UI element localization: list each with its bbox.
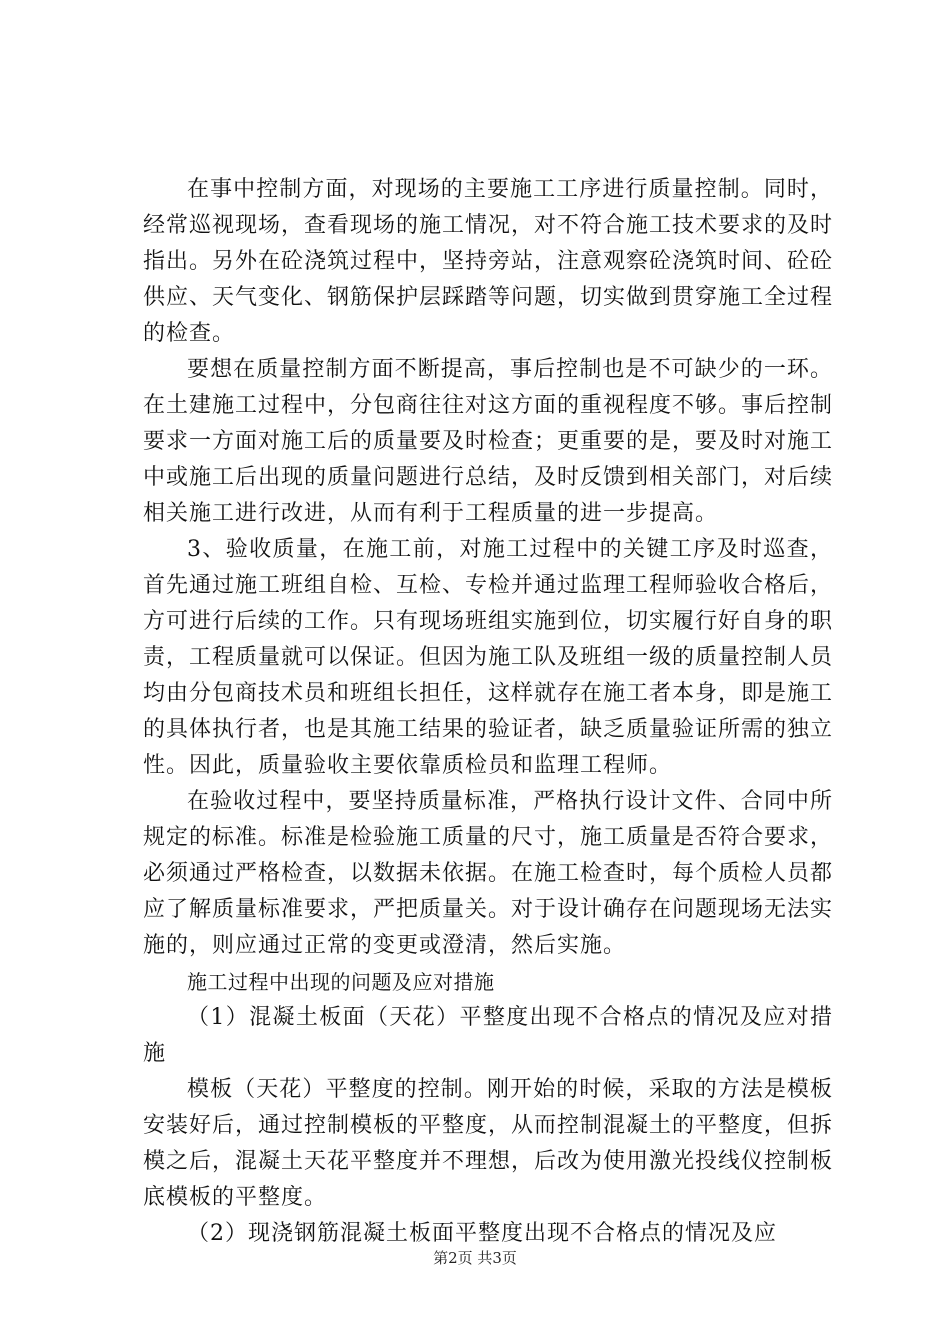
page-total: 共3页 xyxy=(477,1249,517,1267)
paragraph-acceptance-standards: 在验收过程中，要坚持质量标准，严格执行设计文件、合同中所规定的标准。标准是检验施工质量的尺寸，施工质量是否符合要求，必须通过严格检查，以数据未依据。在施工检查时，每个质检人员都应了解质量标准要求，严把质量关。对于设计确存在问题现场无法实施的，则应通过正常的变更或澄清，然后实施。 xyxy=(143,789,834,958)
paragraph-formwork-flatness: 模板（天花）平整度的控制。刚开始的时候，采取的方法是模板安装好后，通过控制模板的平整度，从而控制混凝土的平整度，但拆模之后，混凝土天花平整度并不理想，后改为使用激光投线仪控制板底模板的平整度。 xyxy=(143,1077,834,1210)
document-body xyxy=(143,172,833,1252)
paragraph-post-control: 要想在质量控制方面不断提高，事后控制也是不可缺少的一环。在土建施工过程中，分包商往往对这方面的重视程度不够。事后控制要求一方面对施工后的质量要及时检查；更重要的是，要及时对施工中或施工后出现的质量问题进行总结，及时反馈到相关部门，对后续相关施工进行改进，从而有利于工程质量的进一步提高。 xyxy=(143,357,834,526)
paragraph-in-process-control: 在事中控制方面，对现场的主要施工工序进行质量控制。同时，经常巡视现场，查看现场的施工情况，对不符合施工技术要求的及时指出。另外在砼浇筑过程中，坚持旁站，注意观察砼浇筑时间、砼砼供应、天气变化、钢筋保护层踩踏等问题，切实做到贯穿施工全过程的检查。 xyxy=(143,177,834,346)
subheading-2: （2）现浇钢筋混凝土板面平整度出现不合格点的情况及应 xyxy=(187,1221,777,1246)
page-number: 第2页 xyxy=(433,1249,473,1267)
subheading-1: （1）混凝土板面（天花）平整度出现不合格点的情况及应对措施 xyxy=(143,1005,833,1066)
paragraph-acceptance-quality: 3、验收质量，在施工前，对施工过程中的关键工序及时巡查，首先通过施工班组自检、互检、专检并通过监理工程师验收合格后，方可进行后续的工作。只有现场班组实施到位，切实履行好自身的职责，工程质量就可以保证。但因为施工队及班组一级的质量控制人员均由分包商技术员和班组长担任，这样就存在施工者本身，即是施工的具体执行者，也是其施工结果的验证者，缺乏质量验证所需的独立性。因此，质量验收主要依靠质检员和监理工程师。 xyxy=(143,537,834,778)
section-heading-problems: 施工过程中出现的问题及应对措施 xyxy=(187,970,495,994)
page-footer xyxy=(0,1248,950,1268)
